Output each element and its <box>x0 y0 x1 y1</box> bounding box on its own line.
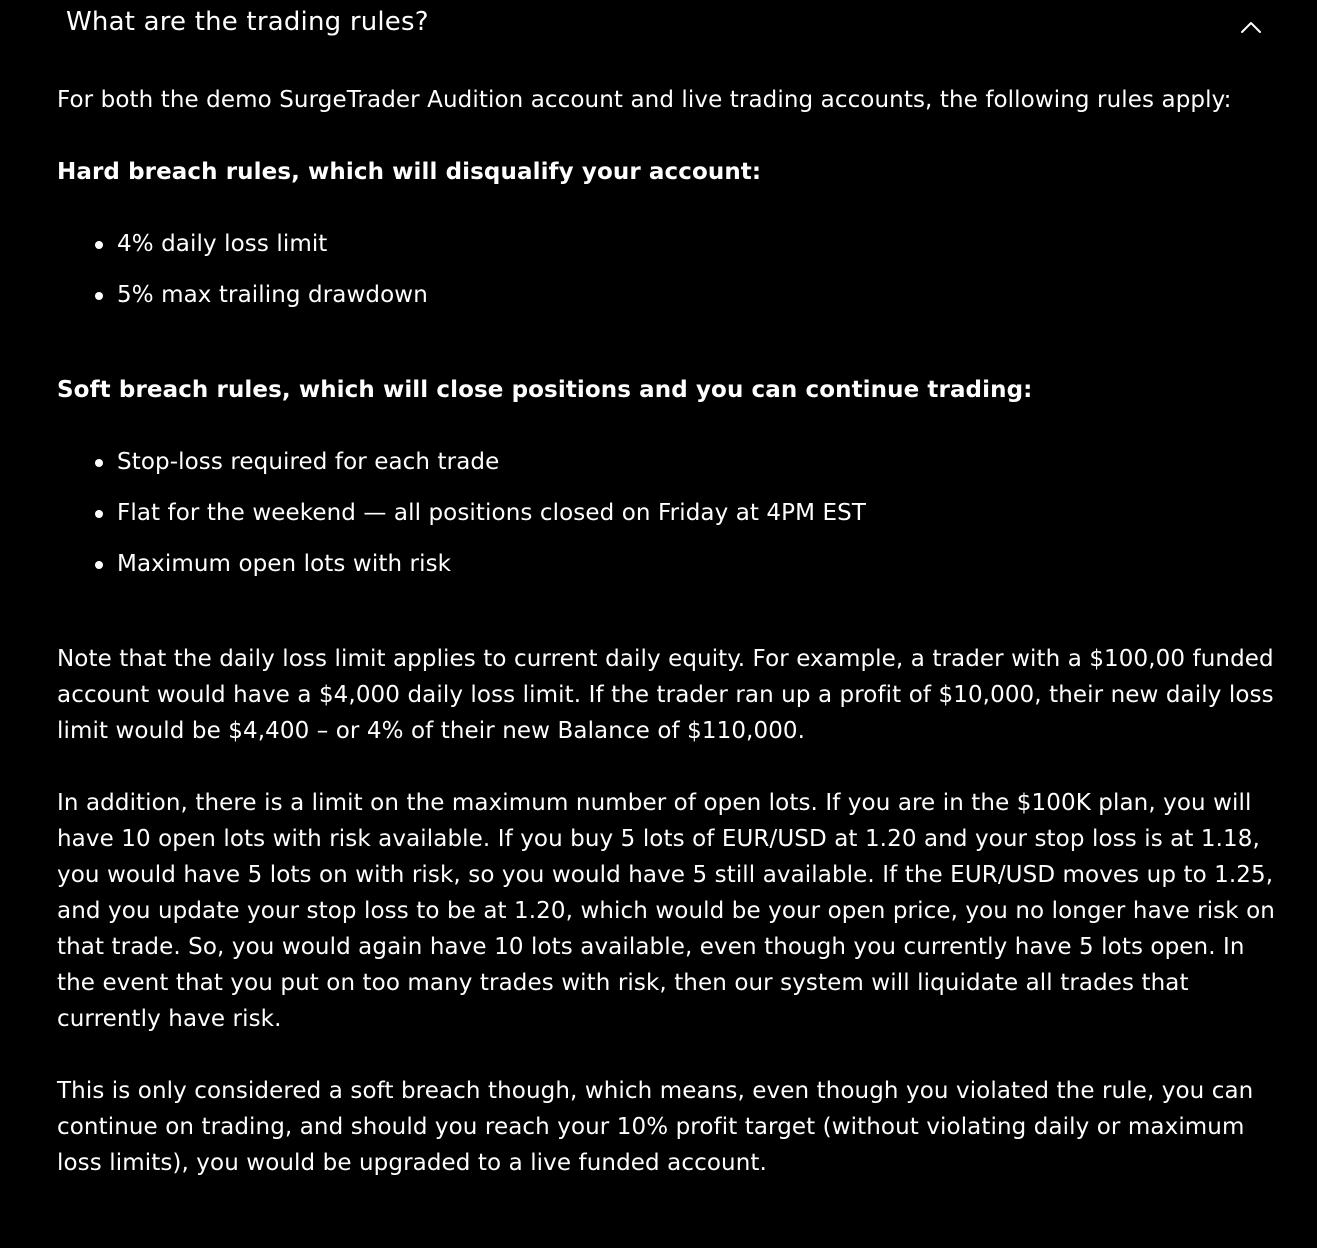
soft-rule-stop-loss: Stop-loss required for each trade <box>117 449 500 475</box>
hard-rule-daily-loss: 4% daily loss limit <box>117 231 328 257</box>
bullet-icon <box>95 292 103 300</box>
hard-breach-heading: Hard breach rules, which will disqualify your account: <box>57 159 762 185</box>
faq-question-toggle[interactable] <box>0 0 1317 48</box>
soft-breach-paragraph: This is only considered a soft breach though, which means, even though you violated the rule, you can continue on trading, and should you reach your 10% profit target (without violating daily or maximum loss limits), you would be upgraded to a live funded account. <box>57 1078 1254 1176</box>
intro-paragraph: For both the demo SurgeTrader Audition account and live trading accounts, the following rules apply: <box>57 87 1232 113</box>
faq-question: What are the trading rules? <box>66 7 429 37</box>
list-item <box>117 495 1277 531</box>
daily-loss-note-paragraph: Note that the daily loss limit applies to current daily equity. For example, a trader with a $100,00 funded account would have a $4,000 daily loss limit. If the trader ran up a profit of $10,000, their new daily loss limit would be $4,400 – or 4% of their new Balance of $110,000. <box>57 646 1274 744</box>
hard-rule-trailing-drawdown: 5% max trailing drawdown <box>117 282 428 308</box>
list-item <box>117 444 1277 480</box>
soft-breach-list <box>57 444 1277 582</box>
bullet-icon <box>95 459 103 467</box>
bullet-icon <box>95 561 103 569</box>
hard-breach-list <box>57 226 1277 313</box>
soft-rule-weekend: Flat for the weekend — all positions closed on Friday at 4PM EST <box>117 500 866 526</box>
open-lots-paragraph: In addition, there is a limit on the maximum number of open lots. If you are in the $100K plan, you will have 10 open lots with risk available. If you buy 5 lots of EUR/USD at 1.20 and your stop loss is at 1.18, you would have 5 lots on with risk, so you would have 5 still available. If the EUR/USD moves up to 1.25, and you update your stop loss to be at 1.20, which would be your open price, you no longer have risk on that trade. So, you would again have 10 lots available, even though you currently have 5 lots open. In the event that you put on too many trades with risk, then our system will liquidate all trades that currently have risk. <box>57 790 1275 1032</box>
bullet-icon <box>95 241 103 249</box>
chevron-up-icon[interactable] <box>1238 15 1264 41</box>
faq-answer <box>57 82 1277 1217</box>
list-item <box>117 277 1277 313</box>
soft-breach-heading: Soft breach rules, which will close positions and you can continue trading: <box>57 377 1033 403</box>
list-item <box>117 546 1277 582</box>
soft-rule-open-lots: Maximum open lots with risk <box>117 551 452 577</box>
list-item <box>117 226 1277 262</box>
bullet-icon <box>95 510 103 518</box>
